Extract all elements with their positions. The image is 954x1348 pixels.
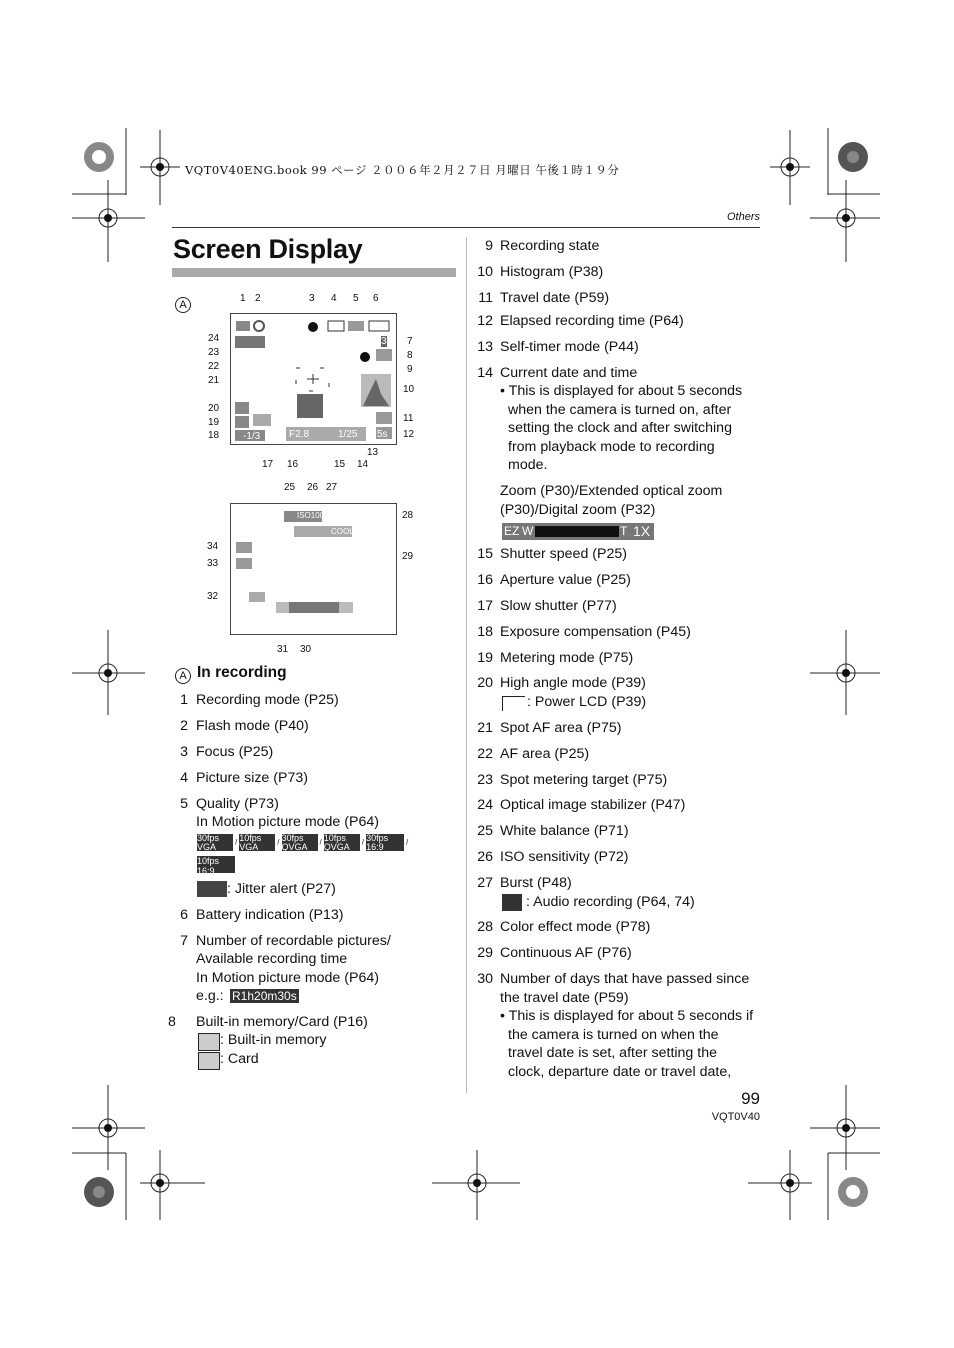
- zoom-x: 1X: [633, 523, 651, 539]
- picture-count: 3: [381, 336, 387, 347]
- item-30-line: the travel date (P59): [500, 990, 629, 1006]
- recording-mode-icon: [236, 321, 250, 331]
- page-number: 99: [741, 1089, 760, 1108]
- slow-shutter-icon: [253, 414, 271, 426]
- high-angle-icon: [235, 402, 249, 414]
- built-in-memory-icon: [198, 1033, 220, 1051]
- page-title: Screen Display: [173, 234, 363, 264]
- zoom-line: Zoom (P30)/Extended optical zoom: [500, 483, 723, 499]
- metering-icon: [235, 416, 249, 428]
- callout-27: 27: [326, 482, 338, 493]
- callout-13: 13: [367, 447, 379, 458]
- callout-4: 4: [331, 293, 337, 304]
- print-header: VQT0V40ENG.book 99 ページ ２００６年２月２７日 月曜日 午後１時１９分: [185, 163, 620, 177]
- callout-34: 34: [207, 541, 219, 552]
- lcd-icons: [231, 314, 396, 444]
- picture-size-icon: [328, 321, 344, 331]
- fps-icon: 30fps 16:9: [366, 834, 404, 851]
- jitter-icon: [197, 881, 227, 897]
- diagram-marker: A: [175, 297, 191, 313]
- fps-icon: 10fps 16:9: [197, 856, 235, 873]
- column-divider: [466, 237, 467, 1093]
- item-30-line: clock, departure date or travel date,: [508, 1064, 732, 1080]
- callout-22: 22: [208, 361, 220, 372]
- callout-18: 18: [208, 430, 220, 441]
- callout-21: 21: [208, 375, 220, 386]
- lcd-icons-2: [231, 504, 396, 634]
- power-lcd-icon: [502, 696, 525, 711]
- recording-screen-diagram-2: [230, 503, 397, 635]
- in-recording-heading: In recording: [197, 664, 287, 681]
- document-code: VQT0V40: [711, 1111, 760, 1123]
- focus-icon: [308, 322, 318, 332]
- example-time-badge: R1h20m30s: [232, 989, 297, 1003]
- callout-14: 14: [357, 459, 369, 470]
- heading-marker: A: [175, 668, 191, 684]
- callout-8: 8: [407, 350, 413, 361]
- item-30-line: • This is displayed for about 5 seconds if: [500, 1008, 754, 1024]
- fps-icon: 30fps VGA: [197, 834, 233, 851]
- audio-text: : Audio recording (P64, 74): [526, 894, 695, 910]
- callout-29: 29: [402, 551, 414, 562]
- recording-screen-diagram: [230, 313, 397, 445]
- callout-20: 20: [208, 403, 220, 414]
- zoom-w: W: [522, 524, 534, 538]
- self-timer-icon: [297, 394, 323, 418]
- recording-state-icon: [360, 352, 370, 362]
- callout-23: 23: [208, 347, 220, 358]
- color-readout: COOL: [331, 527, 354, 536]
- item-30-line: travel date is set, after setting the: [508, 1045, 717, 1061]
- callout-7: 7: [407, 336, 413, 347]
- callout-1: 1: [240, 293, 246, 304]
- zoom-t: T: [620, 524, 628, 538]
- af-mode-icon: [236, 542, 252, 553]
- ev-readout: -1/3: [243, 431, 261, 442]
- fps-icon: 30fps QVGA: [282, 834, 318, 851]
- item-14-bullet: mode.: [508, 457, 548, 473]
- flash-icon: [254, 321, 264, 331]
- callout-33: 33: [207, 558, 219, 569]
- fps-icon: 10fps QVGA: [324, 834, 360, 851]
- callout-16: 16: [287, 459, 299, 470]
- callout-24: 24: [208, 333, 220, 344]
- item-14-bullet: • This is displayed for about 5 seconds: [500, 383, 743, 399]
- callout-15: 15: [334, 459, 346, 470]
- callout-12: 12: [403, 429, 415, 440]
- days-icon: [249, 592, 265, 602]
- item-14-bullet: setting the clock and after switching: [508, 420, 732, 436]
- callout-5: 5: [353, 293, 359, 304]
- item-30-line: the camera is turned on when the: [508, 1027, 719, 1043]
- callout-32: 32: [207, 591, 219, 602]
- travel-date-icon: [376, 412, 392, 424]
- callout-9: 9: [407, 364, 413, 375]
- item-7-line: Available recording time: [196, 951, 348, 967]
- callout-25: 25: [284, 482, 296, 493]
- callout-26: 26: [307, 482, 319, 493]
- header-rule: [172, 227, 760, 228]
- fps-icon-row-2: [197, 856, 235, 876]
- aperture-readout: F2.8: [289, 429, 310, 440]
- callout-30: 30: [300, 644, 312, 655]
- callout-10: 10: [403, 384, 415, 395]
- af-assist-icon: [236, 558, 252, 569]
- item-7-line: In Motion picture mode (P64): [196, 970, 379, 986]
- fps-icon-row: 30fps VGA / 10fps VGA / 30fps QVGA / 10fps QVGA / 30fps 16:9 /: [197, 833, 409, 852]
- audio-icon: [502, 894, 522, 911]
- item-7-line: e.g.:: [196, 988, 224, 1004]
- item-14-bullet: when the camera is turned on, after: [508, 402, 732, 418]
- card-text: : Card: [220, 1051, 259, 1067]
- zoom-ez: EZ: [504, 524, 520, 538]
- seconds-readout: 5s: [377, 429, 388, 440]
- section-label: Others: [726, 211, 760, 223]
- battery-icon: [369, 321, 389, 331]
- item-5-subline: In Motion picture mode (P64): [196, 814, 379, 830]
- item-14-bullet: from playback mode to recording: [508, 439, 715, 455]
- fps-icon: 10fps VGA: [239, 834, 275, 851]
- quality-icon: [348, 321, 364, 331]
- callout-11: 11: [403, 413, 414, 424]
- callout-19: 19: [208, 417, 220, 428]
- callout-17: 17: [262, 459, 274, 470]
- card-icon: [376, 349, 392, 361]
- callout-2: 2: [255, 293, 261, 304]
- power-lcd-text: : Power LCD (P39): [527, 694, 647, 710]
- callout-31: 31: [277, 644, 289, 655]
- callout-6: 6: [373, 293, 379, 304]
- card-icon: [198, 1052, 220, 1070]
- zoom-bar: [502, 523, 654, 540]
- iso-readout: ISO100: [297, 511, 325, 520]
- zoom-track: [535, 526, 619, 537]
- jitter-text: : Jitter alert (P27): [227, 881, 336, 897]
- title-underline: [172, 268, 456, 277]
- callout-3: 3: [309, 293, 315, 304]
- callout-28: 28: [402, 510, 414, 521]
- zoom-line: (P30)/Digital zoom (P32): [500, 502, 656, 518]
- stabilizer-icon: [235, 336, 265, 348]
- built-in-memory-text: : Built-in memory: [220, 1032, 327, 1048]
- shutter-readout: 1/25: [338, 429, 358, 440]
